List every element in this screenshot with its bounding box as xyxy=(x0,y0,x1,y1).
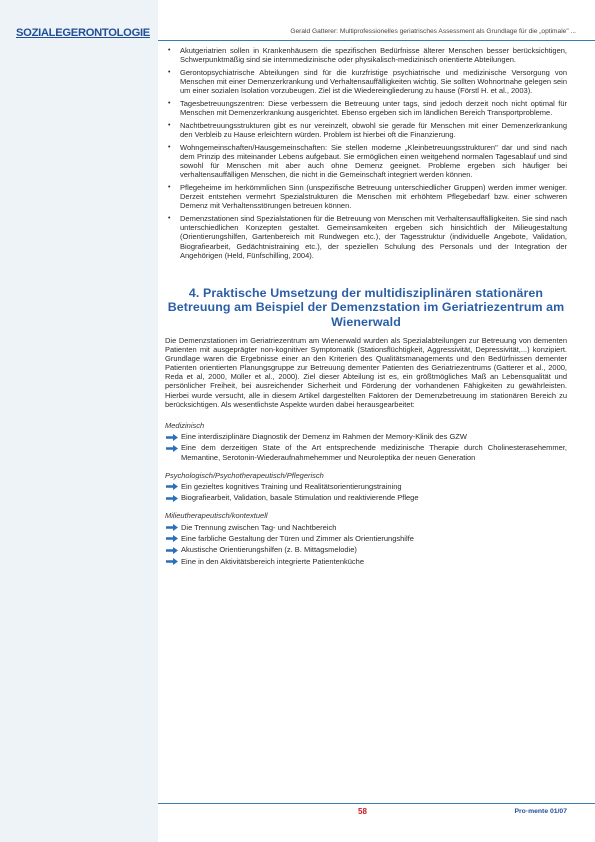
category-psychological xyxy=(165,471,567,503)
category-milieu xyxy=(165,511,567,565)
footer-divider xyxy=(158,803,595,804)
list-item: Eine dem derzeitigen State of the Art entsprechende medizinische Therapie durch Cholinesterasehemmer, Memantine, Serotonin-Wiederaufnahmehemmer und Neuroleptika der neuen Generation xyxy=(165,443,567,461)
bullet-icon: • xyxy=(168,184,171,191)
bullet-icon: • xyxy=(168,143,171,151)
list-item: Eine interdisziplinäre Diagnostik der Demenz im Rahmen der Memory-Klinik des GZW xyxy=(165,432,567,441)
section-heading: 4. Praktische Umsetzung der multidisziplinären stationären Betreuung am Beispiel der Demenzstation im Geriatriezentrum am Wienerwald xyxy=(167,285,565,330)
arrow-icon xyxy=(166,434,178,441)
bullet-icon: • xyxy=(168,99,171,107)
intro-paragraph: Die Demenzstationen im Geriatriezentrum am Wienerwald wurden als Spezialabteilungen zur Betreuung von dementen Patienten mit ausgeprägter non-kognitiver Symptomatik (Stationsflüchtigkeit, Aggressivität, Depressivität,...) konzipiert. Grundlage waren die Ergebnisse einer an den Kriterien des Qualitätsmanagements und den Bedürfnissen dementer Patienten orientierten Planungsgruppe zur Betreuung dementer Patienten des Geriatriezentrums (Gatterer et al., 2000, Reda et al, 2000, Müller et al., 2000). Ziel dieser Abteilung ist es, ein größtmögliches Maß an Lebensqualität und persönlicher Freiheit, bei ausreichender Sicherheit und Förderung der vorhandenen Fähigkeiten zu gewährleisten. Hierbei wurde versucht, alle in diesem Artikel dargestellten Faktoren der Demenzbetreuung im stationären Bereich zu berücksichtigen. Als wesentlichste Aspekte wurden dabei herausgearbeitet: xyxy=(165,335,567,409)
arrow-icon xyxy=(166,445,178,452)
bullet-list xyxy=(165,46,567,260)
list-item: Die Trennung zwischen Tag- und Nachtbereich xyxy=(165,523,567,532)
category-medical xyxy=(165,421,567,462)
arrow-icon xyxy=(166,535,178,542)
bullet-icon: • xyxy=(168,121,171,129)
list-item: Akustische Orientierungshilfen (z. B. Mittagsmelodie) xyxy=(165,545,567,554)
header-divider xyxy=(158,40,595,41)
list-item: • Akutgeriatrien sollen in Krankenhäusern die spezifischen Bedürfnisse älterer Menschen besser berücksichtigen, Schwerpunktmäßig sind sie internmedizinische oder physikalisch-medizinisch orientierte Abteilungen. xyxy=(168,46,567,65)
arrow-icon xyxy=(166,524,178,531)
list-item: • Nachtbetreuungsstrukturen gibt es nur vereinzelt, obwohl sie gerade für Menschen mit einer Demenzerkrankung den Verbleib zu Hause erleichtern würden. Problem ist hierbei oft die Finanzierung. xyxy=(168,120,567,140)
journal-logo: SOZIALEGERONTOLOGIE xyxy=(16,27,150,39)
category-title: Medizinisch xyxy=(165,420,205,430)
list-item: • Gerontopsychiatrische Abteilungen sind für die kurzfristige psychiatrische und medizinische Versorgung von Menschen mit einer Demenzerkrankung und Verhaltensauffälligkeiten wichtig. Sie sollten Wohnortnahe gelegen sein um einer sozialen Isolation vorzubeugen. Ziel ist die Wiedereingliederung zu hause (Förstl H. et al., 2003). xyxy=(168,67,567,96)
list-item: Eine in den Aktivitätsbereich integrierte Patientenküche xyxy=(165,557,567,566)
list-item: Eine farbliche Gestaltung der Türen und Zimmer als Orientierungshilfe xyxy=(165,534,567,543)
bullet-icon: • xyxy=(168,47,171,54)
running-title: Gerald Gatterer: Multiprofessionelles geriatrisches Assessment als Grundlage für die „optimale" ... xyxy=(290,28,576,35)
list-item: Biografiearbeit, Validation, basale Stimulation und reaktivierende Pflege xyxy=(165,493,567,502)
arrow-icon xyxy=(166,558,178,565)
list-item: • Tagesbetreuungszentren: Diese verbessern die Betreuung unter tags, sind jedoch derzeit noch nicht optimal für Menschen mit Demenzerkrankung ausgerichtet. Ebenso ergeben sich im ländlichen Bereich Transportprobleme. xyxy=(168,98,567,118)
category-title: Psychologisch/Psychotherapeutisch/Pflegerisch xyxy=(165,470,324,480)
category-title: Milieutherapeutisch/kontextuell xyxy=(165,511,268,521)
list-item: • Pflegeheime im herkömmlichen Sinn (unspezifische Betreuung unterschiedlicher Gruppen) werden immer weniger. Derzeit entstehen vermehrt Spezialstrukturen die Menschen mit erhöhtem Pflegebedarf bzw. einer schweren Demenz mit Verhaltensstörungen betreuen können. xyxy=(168,183,567,211)
bullet-icon: • xyxy=(168,68,171,76)
arrow-icon xyxy=(166,495,178,502)
page-number: 58 xyxy=(358,807,367,816)
arrow-icon xyxy=(166,547,178,554)
list-item: Ein gezieltes kognitives Training und Realitätsorientierungstraining xyxy=(165,482,567,491)
left-margin-band xyxy=(0,0,158,842)
list-item: • Demenzstationen sind Spezialstationen für die Betreuung von Menschen mit Verhaltensauffälligkeiten. Sie sind nach unterschiedlichen Konzepten gestaltet. Gemeinsamkeiten ergeben sich hinsichtlich der Milieugestaltung (Orientierungshilfen, Gartenbereich mit Rundwegen etc.), der Tagesstruktur (individuelle Angebote, Validation, Biografiearbeit, Gedächtnistraining etc.), der speziellen Schulung des Personals und der Integration der Angehörigen (Held, Fünfschilling, 2004). xyxy=(168,214,567,260)
list-item: • Wohngemeinschaften/Hausgemeinschaften: Sie stellen moderne „Kleinbetreuungsstrukturen" dar und sind nach dem Prinzip des miteinander Lebens aufgebaut. Sie ermöglichen einen weitgehend normalen Tagesablauf und sind sowohl für Menschen mit aber auch ohne Demenz geeignet. Probleme ergeben sich häufiger bei verhaltensauffälligen Menschen, die nicht in die Gemeinschaft integriert werden können. xyxy=(168,142,567,180)
article-body xyxy=(165,46,567,568)
bullet-icon: • xyxy=(168,215,171,223)
arrow-icon xyxy=(166,483,178,490)
footer-issue-label: Pro·mente 01/07 xyxy=(514,808,567,815)
